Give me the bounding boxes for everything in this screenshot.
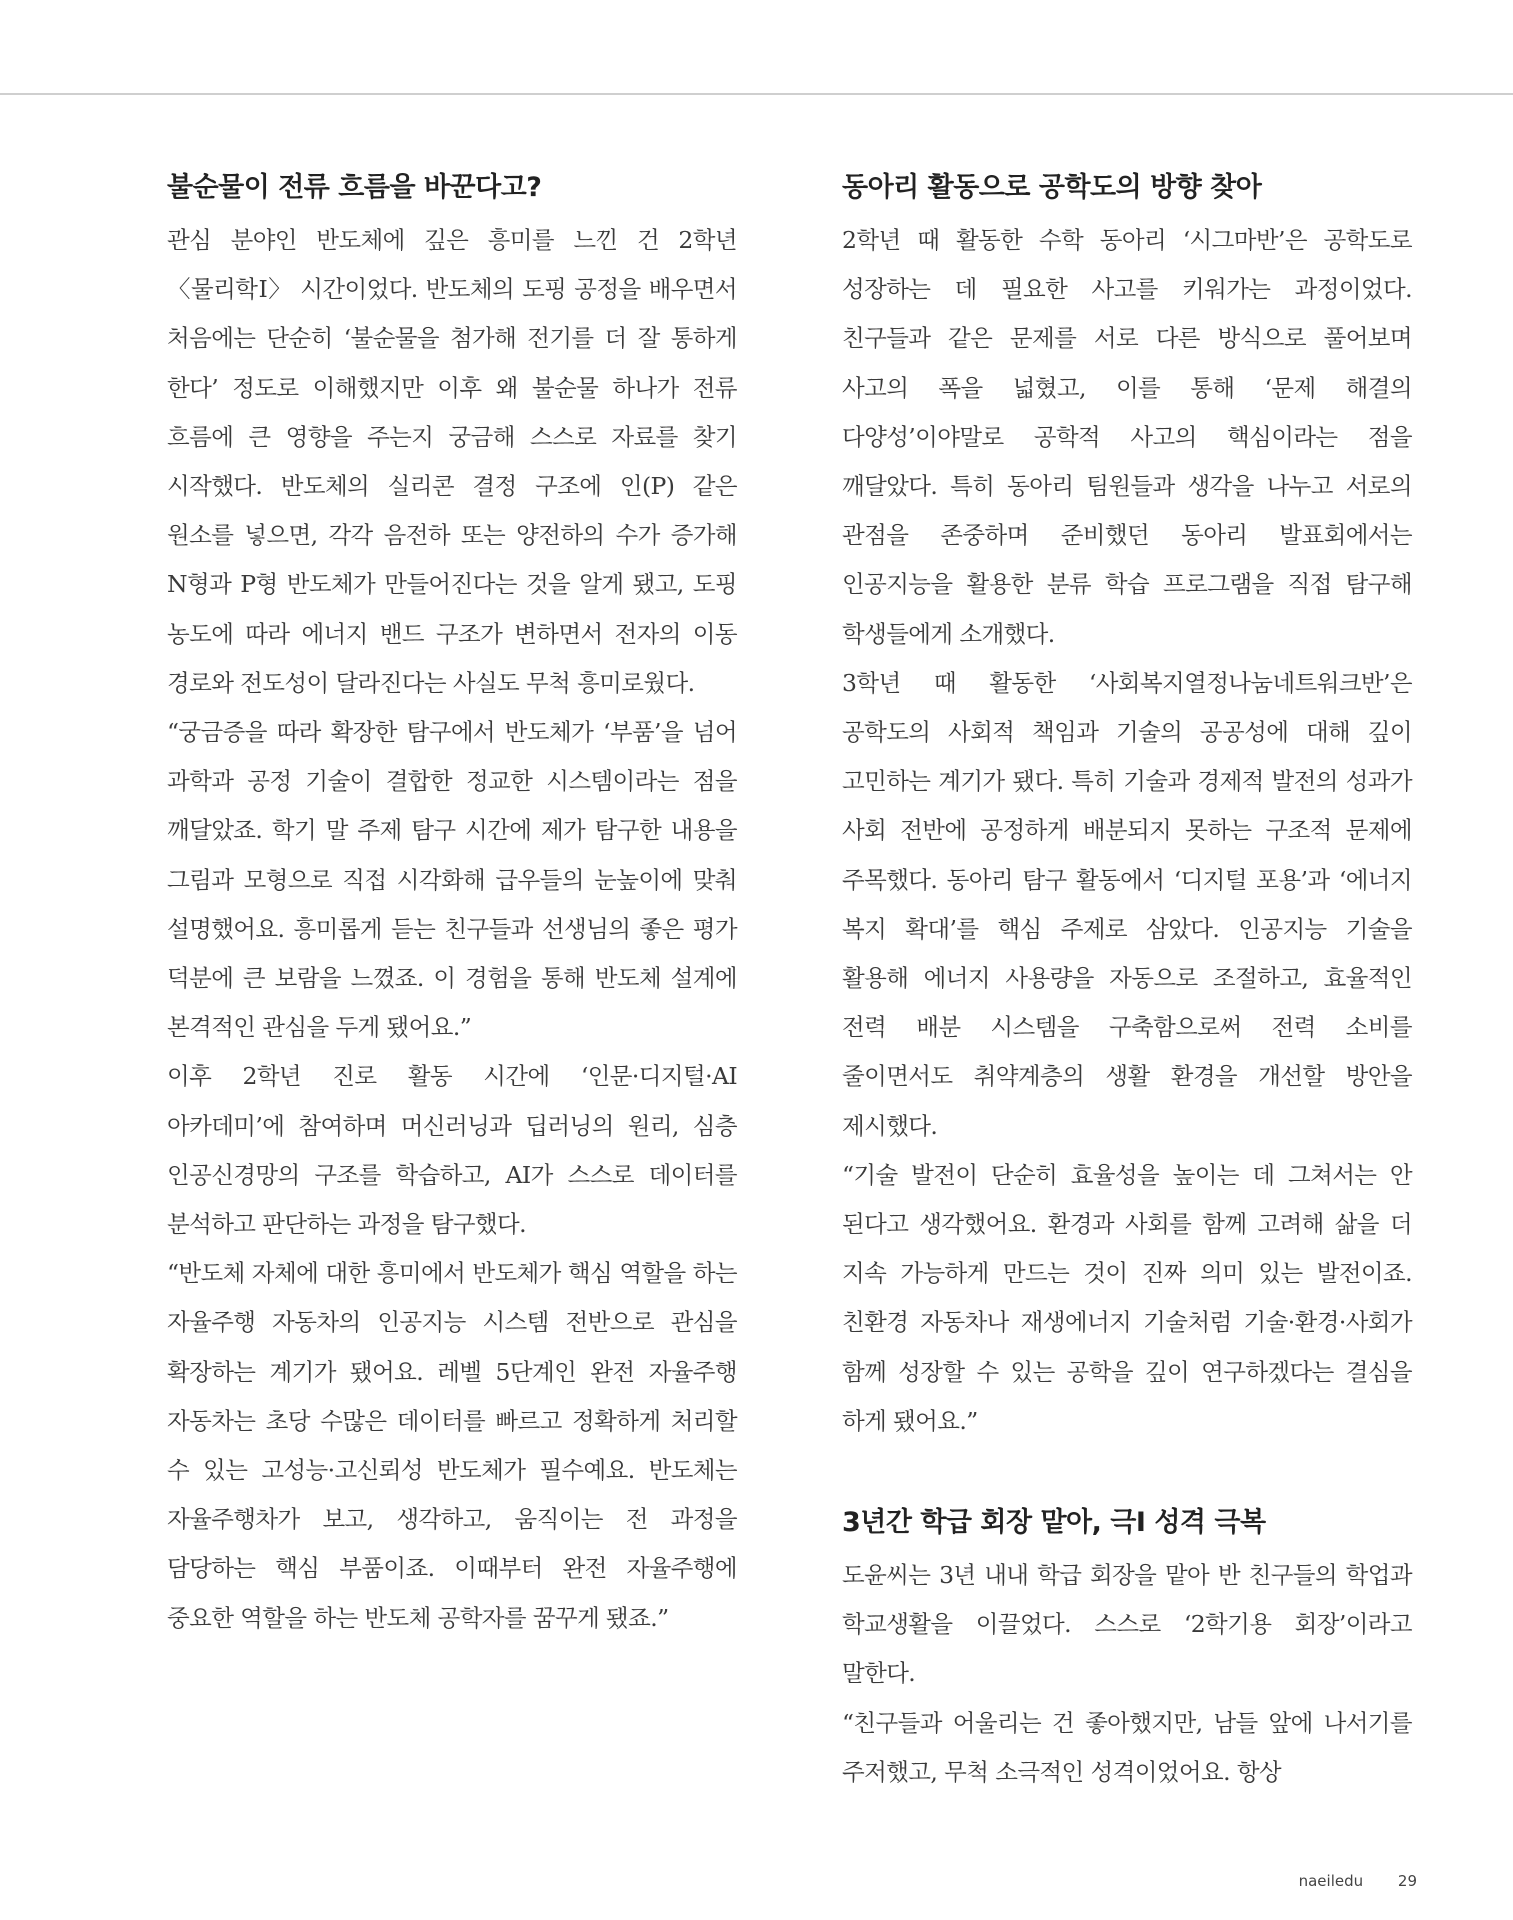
- page-footer: [1299, 1872, 1417, 1890]
- section-heading-impurity: 불순물이 전류 흐름을 바꾼다고?: [167, 172, 542, 203]
- quote-paragraph: “친구들과 어울리는 건 좋아했지만, 남들 앞에 나서기를 주저했고, 무척 소극적인 성격이었어요. 항상: [842, 1708, 1412, 1786]
- page-number: 29: [1397, 1872, 1417, 1890]
- section-heading-club: 동아리 활동으로 공학도의 방향 찾아: [842, 172, 1262, 203]
- publication-name: naeiledu: [1298, 1872, 1364, 1890]
- header-divider: [0, 93, 1513, 95]
- body-paragraph: 도윤씨는 3년 내내 학급 회장을 맡아 반 친구들의 학업과 학교생활을 이끌었다. 스스로 ‘2학기용 회장’이라고 말한다.: [842, 1561, 1412, 1688]
- left-column: [167, 160, 737, 1643]
- quote-paragraph: “궁금증을 따라 확장한 탐구에서 반도체가 ‘부품’을 넘어 과학과 공정 기술이 결합한 정교한 시스템이라는 점을 깨달았죠. 학기 말 주제 탐구 시간에 제가 탐구한 내용을 그림과 모형으로 직접 시각화해 급우들의 눈높이에 맞춰 설명했어요. 흥미롭게 듣는 친구들과 선생님의 좋은 평가 덕분에 큰 보람을 느꼈죠. 이 경험을 통해 반도체 설계에 본격적인 관심을 두게 됐어요.”: [167, 718, 737, 1042]
- quote-paragraph: “기술 발전이 단순히 효율성을 높이는 데 그쳐서는 안 된다고 생각했어요. 환경과 사회를 함께 고려해 삶을 더 지속 가능하게 만드는 것이 진짜 의미 있는 발전이죠. 친환경 자동차나 재생에너지 기술처럼 기술·환경·사회가 함께 성장할 수 있는 공학을 깊이 연구하겠다는 결심을 하게 됐어요.”: [842, 1160, 1412, 1435]
- body-paragraph: 관심 분야인 반도체에 깊은 흥미를 느낀 건 2학년 〈물리학Ⅰ〉 시간이었다. 반도체의 도핑 공정을 배우면서 처음에는 단순히 ‘불순물을 첨가해 전기를 더 잘 통하게 한다’ 정도로 이해했지만 이후 왜 불순물 하나가 전류 흐름에 큰 영향을 주는지 궁금해 스스로 자료를 찾기 시작했다. 반도체의 실리콘 결정 구조에 인(P) 같은 원소를 넣으면, 각각 음전하 또는 양전하의 수가 증가해 N형과 P형 반도체가 만들어진다는 것을 알게 됐고, 도핑 농도에 따라 에너지 밴드 구조가 변하면서 전자의 이동 경로와 전도성이 달라진다는 사실도 무척 흥미로웠다.: [167, 226, 737, 697]
- quote-paragraph: “반도체 자체에 대한 흥미에서 반도체가 핵심 역할을 하는 자율주행 자동차의 인공지능 시스템 전반으로 관심을 확장하는 계기가 됐어요. 레벨 5단계인 완전 자율주행 자동차는 초당 수많은 데이터를 빠르고 정확하게 처리할 수 있는 고성능·고신뢰성 반도체가 필수예요. 반도체는 자율주행차가 보고, 생각하고, 움직이는 전 과정을 담당하는 핵심 부품이죠. 이때부터 완전 자율주행에 중요한 역할을 하는 반도체 공학자를 꿈꾸게 됐죠.”: [167, 1259, 737, 1632]
- section-spacer: [842, 1446, 1412, 1495]
- body-paragraph: 이후 2학년 진로 활동 시간에 ‘인문·디지털·AI 아카데미’에 참여하며 머신러닝과 딥러닝의 원리, 심층 인공신경망의 구조를 학습하고, AI가 스스로 데이터를 분석하고 판단하는 과정을 탐구했다.: [167, 1062, 737, 1239]
- section-heading-class-president: 3년간 학급 회장 맡아, 극I 성격 극복: [842, 1507, 1266, 1539]
- body-paragraph: 3학년 때 활동한 ‘사회복지열정나눔네트워크반’은 공학도의 사회적 책임과 기술의 공공성에 대해 깊이 고민하는 계기가 됐다. 특히 기술과 경제적 발전의 성과가 사회 전반에 공정하게 배분되지 못하는 구조적 문제에 주목했다. 동아리 탐구 활동에서 ‘디지털 포용’과 ‘에너지 복지 확대’를 핵심 주제로 삼았다. 인공지능 기술을 활용해 에너지 사용량을 자동으로 조절하고, 효율적인 전력 배분 시스템을 구축함으로써 전력 소비를 줄이면서도 취약계층의 생활 환경을 개선할 방안을 제시했다.: [842, 668, 1412, 1140]
- body-paragraph: 2학년 때 활동한 수학 동아리 ‘시그마반’은 공학도로 성장하는 데 필요한 사고를 키워가는 과정이었다. 친구들과 같은 문제를 서로 다른 방식으로 풀어보며 사고의 폭을 넓혔고, 이를 통해 ‘문제 해결의 다양성’이야말로 공학적 사고의 핵심이라는 점을 깨달았다. 특히 동아리 팀원들과 생각을 나누고 서로의 관점을 존중하며 준비했던 동아리 발표회에서는 인공지능을 활용한 분류 학습 프로그램을 직접 탐구해 학생들에게 소개했다.: [842, 226, 1412, 648]
- right-column: [842, 160, 1412, 1797]
